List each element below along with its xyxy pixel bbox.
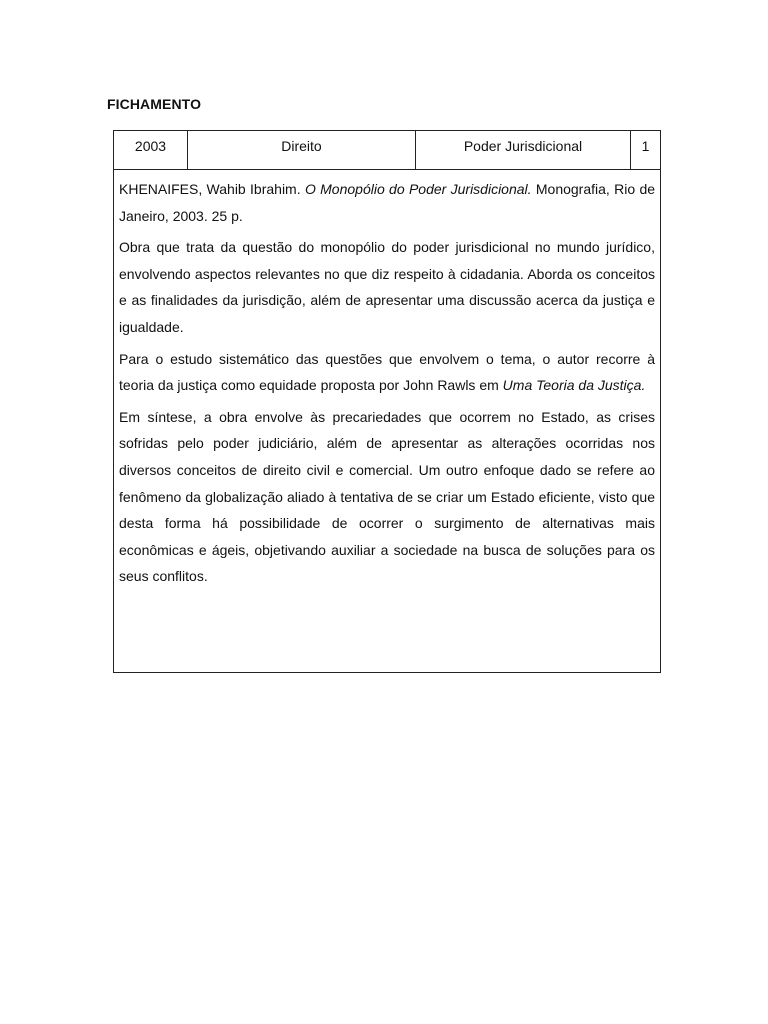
record-content: [114, 170, 660, 590]
method-text: Para o estudo sistemático das questões que envolvem o tema, o autor recorre à teoria da justiça como equidade proposta por John Rawls em: [119, 350, 655, 394]
method-paragraph: [119, 346, 655, 399]
record-card: [113, 130, 661, 673]
synthesis-paragraph: Em síntese, a obra envolve às precariedades que ocorrem no Estado, as crises sofridas pelo poder judiciário, além de apresentar as alterações ocorridas nos diversos conceitos de direito civil e comercial. Um outro enfoque dado se refere ao fenômeno da globalização aliado à tentativa de se criar um Estado eficiente, visto que desta forma há possibilidade de ocorrer o surgimento de alternativas mais econômicas e ágeis, objetivando auxiliar a sociedade na busca de soluções para os seus conflitos.: [119, 408, 655, 585]
reference-details: Monografia, Rio de Janeiro, 2003. 25 p.: [119, 181, 656, 224]
number-cell: 1: [641, 138, 650, 154]
page-title: FICHAMENTO: [107, 96, 202, 112]
reference-author: KHENAIFES, Wahib Ibrahim.: [119, 181, 301, 197]
year-cell: 2003: [114, 131, 188, 169]
method-work-title: Uma Teoria da Justiça.: [502, 377, 646, 394]
area-cell: Direito: [188, 131, 416, 169]
summary-paragraph: Obra que trata da questão do monopólio do poder jurisdicional no mundo jurídico, envolvendo aspectos relevantes no que diz respeito à cidadania. Aborda os conceitos e as finalidades da jurisdição, além de apresentar uma discussão acerca da justiça e igualdade.: [119, 239, 655, 335]
record-header-row: [114, 131, 660, 170]
reference-title: O Monopólio do Poder Jurisdicional.: [304, 181, 532, 197]
bibliographic-reference: [119, 176, 655, 229]
topic-cell: Poder Jurisdicional: [416, 131, 631, 169]
